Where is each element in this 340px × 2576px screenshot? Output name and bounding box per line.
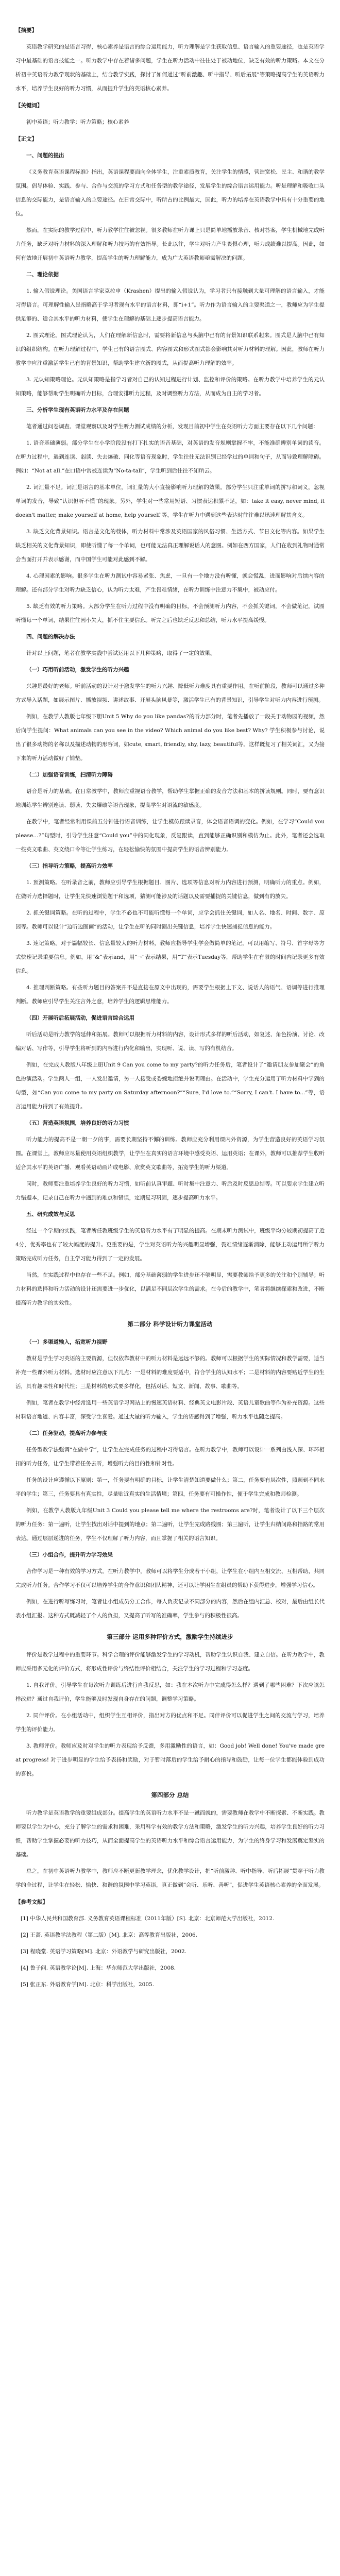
section-heading: 三、分析学生现有英语听力水平及存在问题: [26, 407, 129, 413]
paragraph: 评价是教学过程中的重要环节。科学合理的评价能够激发学生的学习动机，帮助学生认识自我、建立自信。在听力教学中，教师应采用多元化的评价方式，将形成性评价与终结性评价相结合，关注学生的学习过程和学习态度。: [15, 1652, 325, 1672]
paragraph: 3. 缺乏文化背景知识。语言是文化的载体，听力材料中常涉及英语国家的风俗习惯、生活方式、节日文化等内容。如果学生缺乏相关的文化背景知识，即使听懂了每一个单词，也可能无法真正理解说话人的意图。例如在西方国家，人们在收到礼物时通常会当面打开并表示感谢，而中国学生可能对此感到不解。: [15, 529, 325, 563]
section-heading: （四）开展听后拓展活动，促进语言综合运用: [26, 1015, 134, 1021]
paragraph: 初中英语；听力教学；听力策略；核心素养: [26, 119, 129, 125]
paragraph: 2. 抓关键词策略。在听的过程中，学生不必也不可能听懂每一个单词，应学会抓住关键词，如人名、地名、时间、数字、原因等。教师可以设计“边听边圈画”的活动，让学生在听的同时圈出关键信息，培养学生快速捕捉信息的能力。: [15, 910, 325, 930]
part-title: 第二部分 科学设计听力课堂活动: [127, 1320, 213, 1328]
document-body: [15, 24, 325, 1992]
paragraph: 笔者通过问卷调查、课堂观察以及对学生听力测试成绩的分析，发现目前初中学生在英语听力方面主要存在以下几个问题：: [26, 423, 318, 430]
paragraph: 例如，在教学人教版九年级Unit 3 Could you please tell me where the restrooms are?时，笔者设计了以下三个层次的听力任务：第一遍听，让学生找出对话中提到的地点；第二遍听，让学生完成路线图；第三遍听，让学生归纳问路和指路的常用表达。通过层层递进的任务，学生不仅理解了听力内容，而且掌握了相关的语言知识。: [15, 1507, 325, 1541]
section-heading: （三）小组合作，提升听力学习效果: [26, 1552, 113, 1558]
reference-item: [2] 王蔷. 英语教学法教程（第二版）[M]. 北京：高等教育出版社，2006.: [21, 1932, 198, 1938]
paragraph: 任务的设计应遵循以下原则：第一，任务要有明确的目标，让学生清楚知道要做什么；第二，任务要有层次性，照顾到不同水平的学生；第三，任务要具有真实性，尽量贴近真实的生活情境；第四，任务要有可操作性，便于学生完成和教师检测。: [15, 1477, 325, 1497]
paragraph: 4. 推理判断策略。有些听力题目的答案并不是直接在原文中出现的，需要学生根据上下文、说话人的语气、语调等进行推理判断。教师应引导学生关注言外之意，培养学生的逻辑思维能力。: [15, 985, 325, 1005]
paragraph: 1. 预测策略。在听录音之前，教师应引导学生根据题目、图片、选项等信息对听力内容进行预测，明确听力的重点。例如，在做听力选择题时，让学生先快速浏览题干和选项，猜测可能涉及的话题以及需要捕捉的关键信息，做到有的放矢。: [15, 879, 325, 900]
paragraph: 兴趣是最好的老师。听前活动的设计对于激发学生的听力兴趣、降低听力难度具有重要作用。在听前阶段，教师可以通过多种方式导入话题，如展示图片、播放视频、讲述故事、开展头脑风暴等，激活学生已有的背景知识，引导学生对听力内容进行预测。: [15, 683, 325, 703]
part-title: 第四部分 总结: [151, 1791, 189, 1799]
paragraph: 3. 元认知策略理论。元认知策略是指学习者对自己的认知过程进行计划、监控和评价的策略。在听力教学中培养学生的元认知策略，能够帮助学生明确听力目标，合理安排听力过程，及时调整听力方法，从而成为自主的学习者。: [15, 377, 325, 397]
section-label: 【参考文献】: [15, 1899, 48, 1905]
paragraph: 经过一个学期的实践，笔者所任教班级学生的英语听力水平有了明显的提高。在期末听力测试中，班级平均分较期初提高了近4分，优秀率也有了较大幅度的提升。更重要的是，学生对英语听力的兴趣明显增强，畏难情绪逐渐消除，能够主动运用所学听力策略完成听力任务，自主学习能力得到了一定的发展。: [15, 1228, 325, 1262]
section-label: 【摘要】: [15, 27, 37, 33]
section-heading: 四、问题的解决办法: [26, 634, 75, 640]
section-label: 【正文】: [15, 136, 37, 142]
paragraph: 语音是听力的基础。在日常教学中，教师应重视语音教学，帮助学生掌握正确的发音方法和基本的拼读规则。同时，要有意识地训练学生辨别连读、弱读、失去爆破等语音现象，提高学生对语流的敏感度。: [15, 788, 325, 808]
paragraph: 1. 自我评价。引导学生在每次听力训练后进行自我反思，如：我在本次听力中完成得怎么样？遇到了哪些困难？下次应该怎样改进？通过自我评价，学生能够及时发现自身存在的问题，调整学习策略。: [15, 1682, 325, 1702]
paragraph: 4. 心理因素的影响。很多学生在听力测试中容易紧张、焦虑，一旦有一个地方没有听懂，就会慌乱，进而影响对后续内容的理解。还有部分学生对听力缺乏信心，认为听力太难，产生畏难情绪，在听力训练中注意力不集中，被动应付。: [15, 573, 325, 593]
paragraph: 合作学习是一种有效的学习方式。在听力教学中，教师可以将学生分成若干小组，让学生在小组内互相交流、互相帮助，共同完成听力任务。合作学习不仅可以培养学生的合作意识和团队精神，还可以让学困生在组员的帮助下获得进步，增强学习信心。: [15, 1568, 325, 1588]
paragraph: 教材是学生学习英语的主要资源，但仅依靠教材中的听力材料是远远不够的。教师可以根据学生的实际情况和教学需要，适当补充一些课外听力材料。选材时应注意以下几点：一是材料的难度要适中，符合学生的认知水平；二是材料的内容要贴近学生的生活，具有趣味性和时代性；三是材料的形式要多样化，包括对话、短文、新闻、故事、歌曲等。: [15, 1355, 325, 1389]
paragraph: 2. 图式理论。图式理论认为，人们在理解新信息时，需要将新信息与头脑中已有的背景知识联系起来。图式是人脑中已有知识的组织结构。在听力理解过程中，学生已有的语言图式、内容图式和形式图式都会影响其对听力材料的理解。因此，教师在听力教学中应注重激活学生已有的背景知识，帮助学生建立新的图式，从而提高听力理解的效率。: [15, 332, 325, 366]
paragraph: 例如，在教学人教版七年级下册Unit 5 Why do you like pandas?的听力部分时，笔者先播放了一段关于动物园的视频，然后向学生提问：What animals can you see in the video? Which animal do you like best? Why? 学生积极参与讨论，说出了很多动物的名称以及描述动物的形容词，如cute, smart, friendly, shy, lazy, beautiful等。这样既复习了相关词汇，又为接下来的听力活动做好了铺垫。: [15, 714, 325, 761]
section-heading: 二、理论依据: [26, 272, 59, 278]
section-heading: （二）加强语音训练，扫清听力障碍: [26, 772, 113, 778]
reference-item: [5] 张正东. 外语教育学[M]. 北京：科学出版社，2005.: [21, 1981, 155, 1988]
part-title: 第三部分 运用多种评价方式，激励学生持续进步: [107, 1633, 233, 1640]
paragraph: 2. 词汇量不足。词汇是语言的基本单位，词汇量的大小直接影响听力理解的效果。部分学生只注重单词的拼写和词义，忽视单词的发音，导致“认识但听不懂”的现象。另外，学生对一些常用短语、习惯表达积累不足，如：take it easy, never mind, it doesn't matter, make yourself at home, help yourself 等，学生在听力中遇到这些表达时往往难以迅速理解其含义。: [15, 484, 325, 518]
paragraph: 1. 输入假说理论。美国语言学家克拉申（Krashen）提出的输入假说认为，学习者只有接触到大量可理解的语言输入，才能习得语言。可理解性输入是指略高于学习者现有水平的语言材料，即“i+1”。听力作为语言输入的主要渠道之一，教师应为学生提供足够的、适合其水平的听力材料，使学生在理解的基础上逐步提高语言能力。: [15, 288, 325, 322]
paragraph: 听力教学是英语教学的重要组成部分。提高学生的英语听力水平不是一蹴而就的，需要教师在教学中不断探索、不断实践。教师要以学生为中心，充分了解学生的需求和困难，采用科学有效的教学方法和策略，激发学生的听力兴趣，培养学生良好的听力习惯，帮助学生掌握必要的听力技巧，从而全面提高学生的英语听力水平和综合语言运用能力，为学生的终身学习和发展奠定坚实的基础。: [15, 1810, 325, 1858]
paragraph: 5. 缺乏有效的听力策略。大部分学生在听力过程中没有明确的目标，不会预测听力内容，不会抓关键词，不会做笔记，试图听懂每一个单词，结果往往因小失大，抓不住主要信息。听完之后也缺乏反思和总结，听力水平提高缓慢。: [15, 603, 325, 623]
paragraph: 《义务教育英语课程标准》指出，英语课程要面向全体学生，注重素质教育，关注学生的情感，营造宽松、民主、和谐的教学氛围。倡导体验、实践、参与、合作与交流的学习方式和任务型的教学途径，发展学生的综合语言运用能力。听是理解和吸收口头信息的交际能力，是语言输入的主要途径。在日常交际中，听所占的比例最大，因此，听力的培养在英语教学中具有十分重要的地位。: [15, 169, 325, 217]
paragraph: 2. 同伴评价。在小组活动中，组织学生互相评价，指出对方的优点和不足。同伴评价可以促进学生之间的交流与学习，培养学生的评价能力。: [15, 1713, 325, 1733]
section-heading: （一）多渠道输入，拓宽听力视野: [26, 1339, 108, 1345]
paragraph: 例如，笔者在教学中经常选用一些英语学习网站上的慢速英语材料、经典英文电影片段、英语儿童歌曲等作为补充资源。这些材料语言地道、内容丰富，深受学生喜爱。通过大量的听力输入，学生的语感得到了增强，听力水平也随之提高。: [15, 1400, 325, 1420]
paragraph: 任务型教学法强调“在做中学”，让学生在完成任务的过程中习得语言。在听力教学中，教师可以设计一系列由浅入深、环环相扣的听力任务，让学生带着任务去听，增强听力的目的性和针对性。: [15, 1447, 325, 1467]
paragraph: 同时，教师要注重培养学生良好的听力习惯，如听前认真审题、听时集中注意力、听后及时反思总结等。可以要求学生建立听力错题本，记录自己在听力中遇到的难点和错误，定期复习巩固，逐步提高听力水平。: [15, 1181, 325, 1201]
paragraph: 听后活动是听力教学的延伸和拓展。教师可以根据听力材料的内容，设计形式多样的听后活动，如复述、角色扮演、讨论、改编对话、写作等，引导学生将听到的内容进行内化和输出，实现听、说、读、写的有机结合。: [15, 1031, 325, 1052]
section-heading: 一、问题的提出: [26, 152, 64, 159]
reference-item: [1] 中华人民共和国教育部. 义务教育英语课程标准（2011年版）[S]. 北京：北京师范大学出版社，2012.: [21, 1916, 275, 1922]
paragraph: 1. 语音基础薄弱。部分学生在小学阶段没有打下扎实的语音基础，对英语的发音规则掌握不牢，不能准确辨别单词的读音。在听力过程中，遇到连读、弱读、失去爆破、同化等语音现象时，学生往往无法识别已经学过的单词和句子，从而导致理解障碍。例如：“Not at all.”在口语中常被连读为“No-ta-tall”，学生听到后往往不知所云。: [15, 440, 325, 474]
paragraph: 然而，在实际的教学过程中，听力教学往往被忽视。很多教师在听力课上只是简单地播放录音、核对答案，学生机械地完成听力任务，缺乏对听力材料的深入理解和听力技巧的有效指导。长此以往，学生对听力产生畏惧心理，听力成绩难以提高。因此，如何有效地开展初中英语听力教学，提高学生的听力理解能力，成为广大英语教师亟需解决的问题。: [15, 227, 325, 261]
reference-item: [4] 鲁子问. 英语教学论[M]. 上海：华东师范大学出版社，2008.: [21, 1965, 176, 1971]
paragraph: 3. 教师评价。教师应及时对学生的听力表现给予反馈，多用激励性的语言，如：Good job! Well done! You've made great progress! 对于进步明显的学生给予表扬和奖励，对于暂时落后的学生给予耐心的指导和鼓励，让每一位学生都能体验到成功的喜悦。: [15, 1743, 325, 1777]
section-heading: （二）任务驱动，提高听力参与度: [26, 1430, 108, 1436]
section-heading: （五）营造英语氛围，培养良好的听力习惯: [26, 1120, 129, 1126]
section-heading: （一）巧用听前活动，激发学生的听力兴趣: [26, 667, 129, 673]
paragraph: 3. 速记策略。对于篇幅较长、信息量较大的听力材料，教师应指导学生学会做简单的笔记，可以用缩写、符号、首字母等方式快速记录重要信息。例如，用“&”表示and，用“→”表示结果，用“T”表示Tuesday等，帮助学生在有限的时间内记录更多有效信息。: [15, 940, 325, 974]
paragraph: 例如，在进行听写练习时，笔者让小组成员分工合作，每人负责记录不同部分的内容，然后在组内汇总、校对，最后由组长代表小组汇报。这种方式既减轻了个人的负担，又提高了听写的准确率，学生参与的积极性很高。: [15, 1599, 325, 1619]
reference-item: [3] 程晓堂. 英语学习策略[M]. 北京：外语教学与研究出版社，2002.: [21, 1948, 187, 1955]
paragraph: 英语教学研究的是语言习得，核心素养是语言的综合运用能力，听力理解是学生获取信息、语言输入的重要途径，也是英语学习中最基础的语言技能之一。听力教学中存在着诸多问题，学生在听力活动中往往处于被动地位，缺乏有效的听力策略。本文在分析初中英语听力教学现状的基础上，结合教学实践，探讨了如何通过“听前激趣、听中指导、听后拓展”等策略提高学生的英语听力水平，培养学生良好的听力习惯，从而提升学生的英语核心素养。: [15, 44, 325, 92]
paragraph: 当然，在实践过程中也存在一些不足。例如，部分基础薄弱的学生进步还不够明显，需要教师给予更多的关注和个别辅导；听力材料的选择和听力活动的设计还需要进一步优化，以满足不同层次学生的需求。在今后的教学中，笔者将继续探索和改进，不断提高听力教学的实效性。: [15, 1272, 325, 1306]
section-heading: 五、研究成效与反思: [26, 1211, 75, 1217]
paragraph: 在教学中，笔者经常利用课前五分钟进行语音训练，让学生模仿跟读录音，体会语音语调的变化。例如，在学习“Could you please…?”句型时，引导学生注意“Could you”中的同化现象，反复跟读，直到能够正确识别和模仿为止。此外，笔者还会选取一些英文歌曲、英文绕口令等让学生练习，在轻松愉快的氛围中提高学生的语音辨别能力。: [15, 819, 325, 853]
section-heading: （三）指导听力策略，提高听力效率: [26, 863, 113, 869]
paragraph: 针对以上问题，笔者在教学实践中尝试运用以下几种策略，取得了一定的效果。: [26, 650, 216, 656]
section-label: 【关键词】: [15, 103, 43, 109]
paragraph: 总之，在初中英语听力教学中，教师应不断更新教学理念，优化教学设计，把“听前激趣、听中指导、听后拓展”贯穿于听力教学的全过程，让学生在轻松、愉快、和谐的氛围中学习英语，真正做到“会听、乐听、善听”，促进学生英语核心素养的全面发展。: [15, 1868, 325, 1888]
paragraph: 例如，在完成人教版八年级上册Unit 9 Can you come to my party?的听力任务后，笔者设计了“邀请朋友参加聚会”的角色扮演活动。学生两人一组，一人发出邀请，另一人接受或委婉地拒绝并说明理由。在活动中，学生充分运用了听力材料中学到的句型，如“Can you come to my party on Saturday afternoon?”“Sure, I'd love to.”“Sorry, I can't. I have to...”等，语言运用能力得到了有效提升。: [15, 1062, 325, 1110]
paragraph: 听力能力的提高不是一朝一夕的事，需要长期坚持不懈的训练。教师应充分利用课内外资源，为学生营造良好的英语学习氛围。在课堂上，教师应尽量使用英语组织教学，让学生在真实的语言环境中感受英语、运用英语；在课外，教师可以推荐学生收听适合其水平的英语广播、观看英语动画片或电影、欣赏英文歌曲等，拓宽学生的听力渠道。: [15, 1137, 325, 1171]
